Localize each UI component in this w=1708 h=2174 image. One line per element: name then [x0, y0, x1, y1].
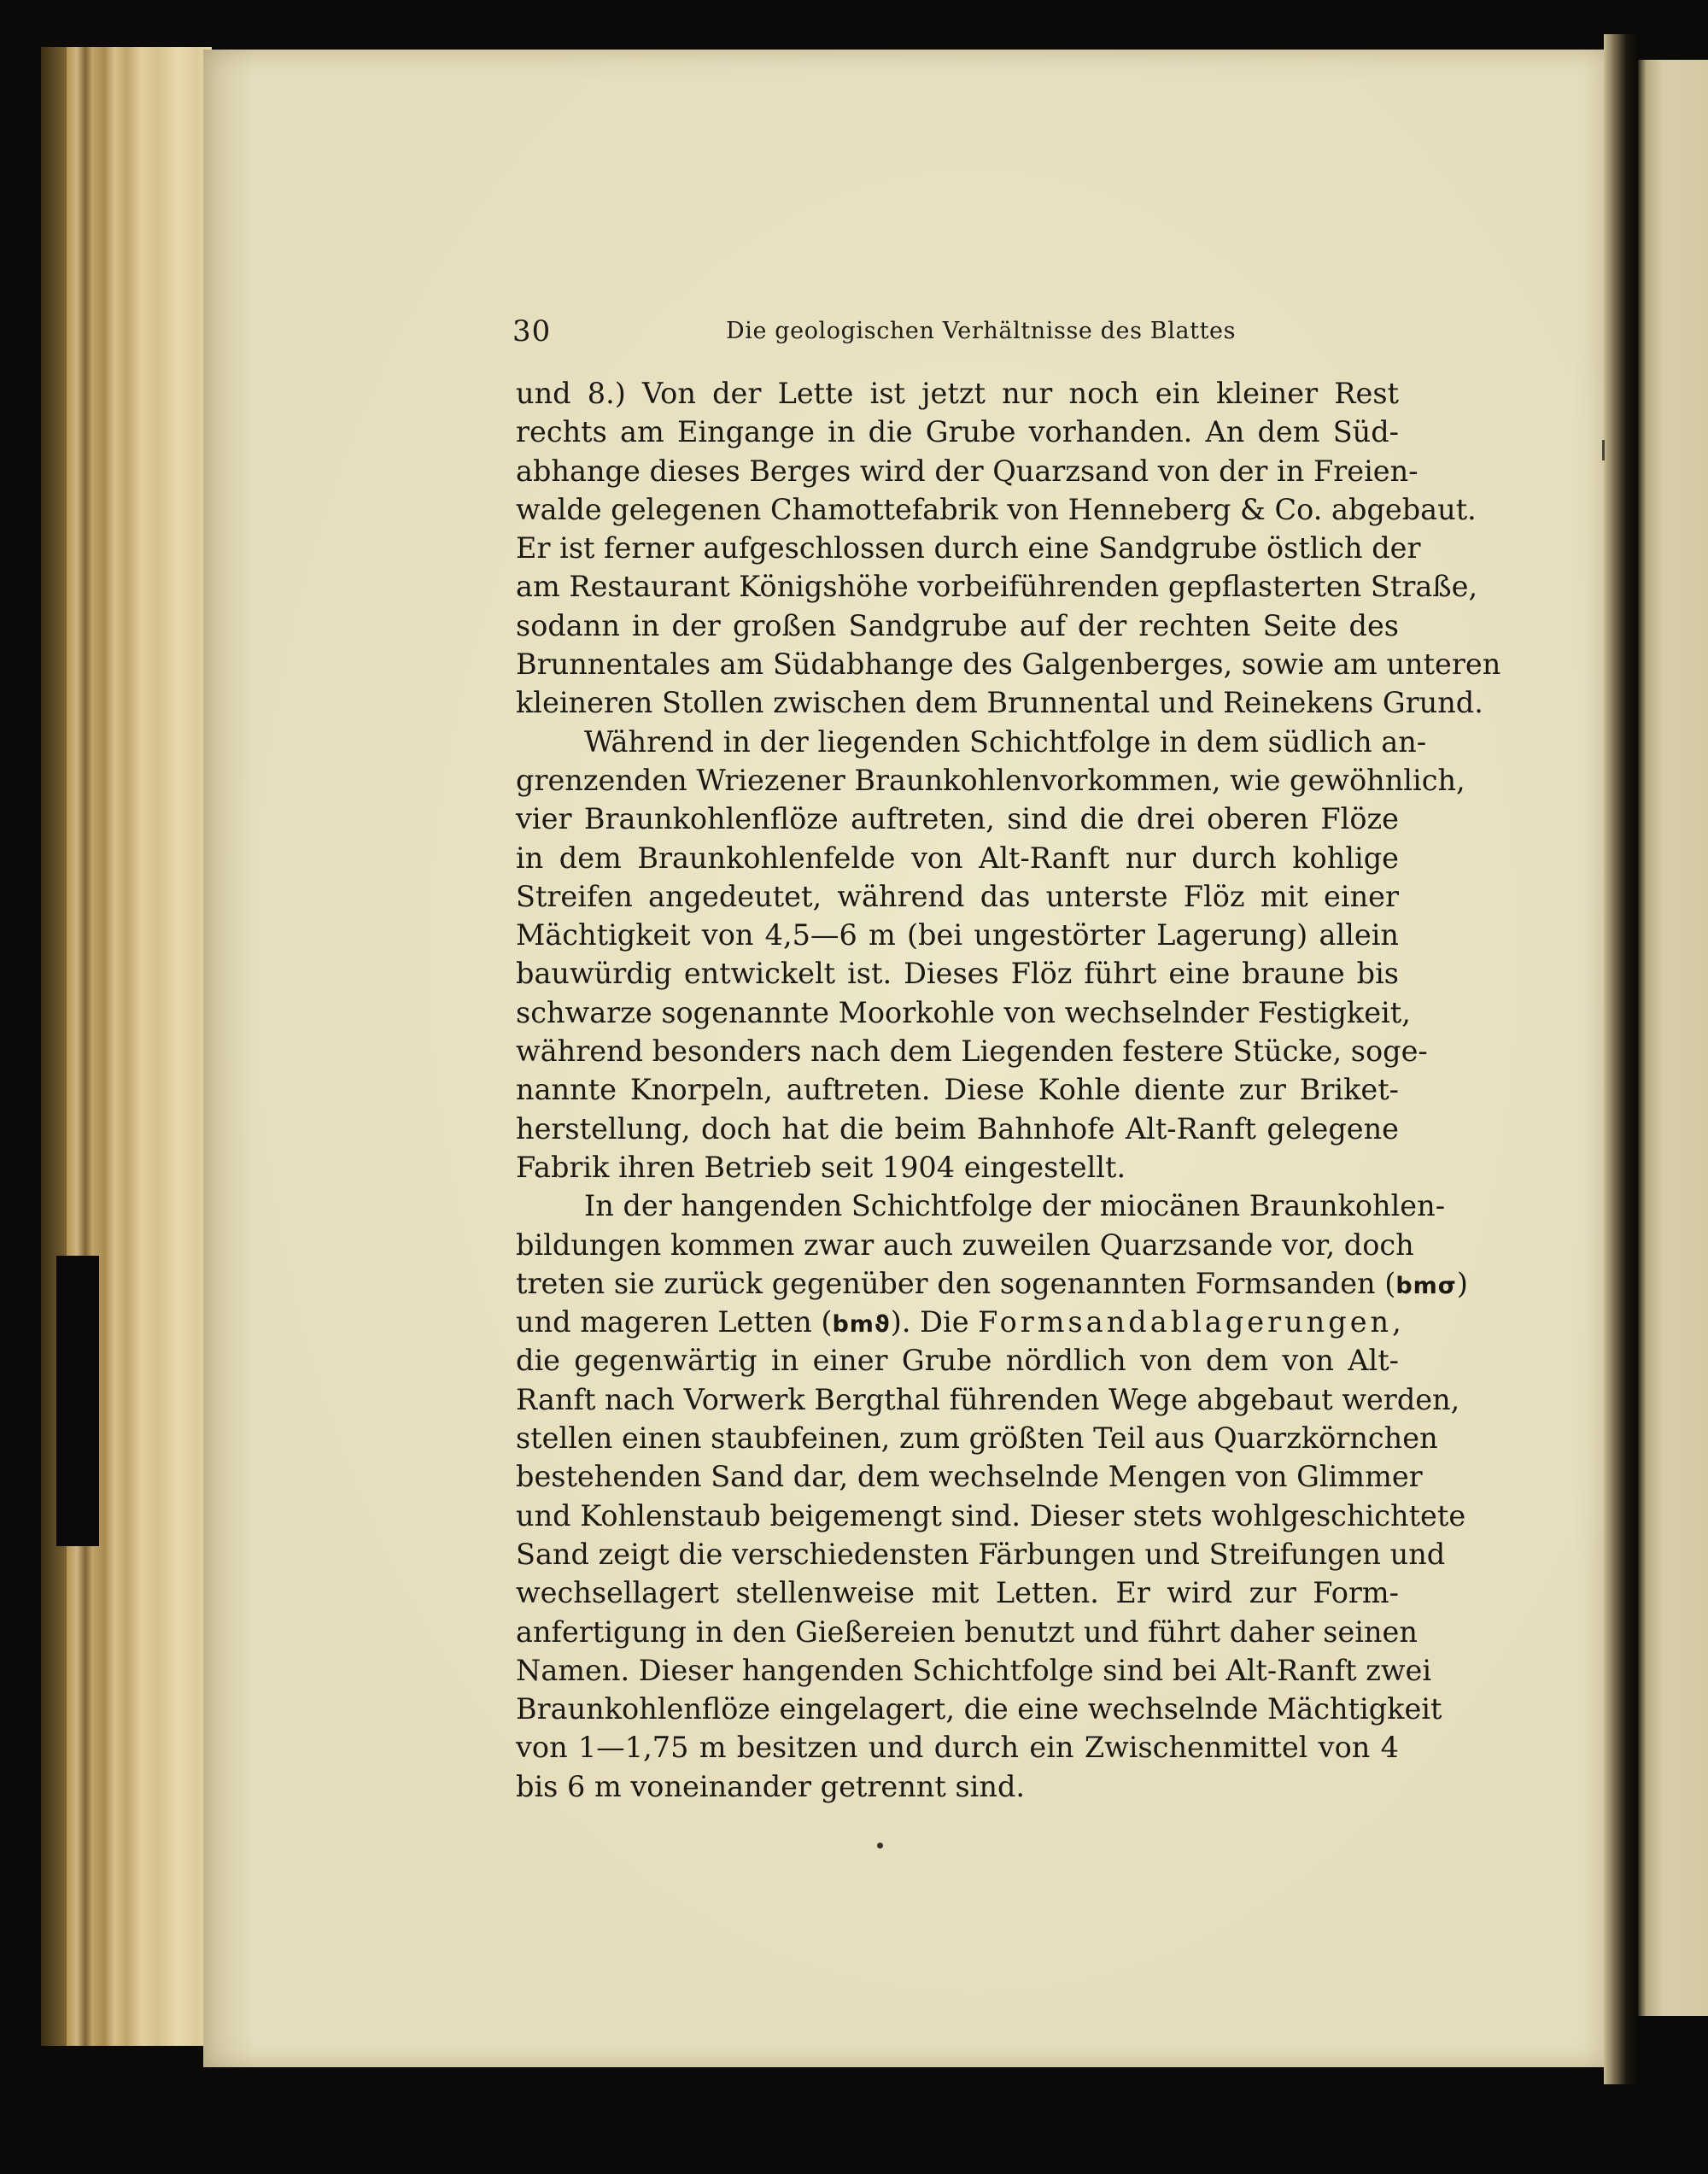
text-line: bis 6 m voneinander getrennt sind.: [516, 1769, 1026, 1803]
text-line: stellen einen staubfeinen, zum größten Teil aus Quarzkörnchen: [516, 1421, 1438, 1456]
stratigraphic-symbol: bmσ: [1395, 1272, 1457, 1299]
text-line: Brunnentales am Südabhange des Galgenberges, sowie am unteren: [516, 648, 1501, 682]
text-line: Sand zeigt die verschiedensten Färbungen und Streifungen und: [516, 1537, 1446, 1571]
text-line: walde gelegenen Chamottefabrik von Henneberg & Co. abgebaut.: [516, 492, 1477, 526]
next-page-edge: [1638, 60, 1708, 2016]
stratigraphic-symbol: bmϑ: [832, 1311, 891, 1339]
text-line-with-symbol: [516, 1264, 1468, 1303]
page-header: [512, 314, 1401, 352]
text-line: und Kohlenstaub beigemengt sind. Dieser stets wohlgeschichtete: [516, 1498, 1466, 1532]
text-line: vier Braunkohlenflöze auftreten, sind die drei oberen Flöze: [516, 802, 1399, 836]
text-line: sodann in der großen Sandgrube auf der rechten Seite des: [516, 608, 1399, 642]
text-line: Während in der liegenden Schichtfolge in dem südlich an-: [584, 724, 1427, 759]
text-line: schwarze sogenannte Moorkohle von wechselnder Festigkeit,: [516, 995, 1411, 1029]
book-spine-edge: [41, 47, 67, 2046]
running-head: Die geologischen Verhältnisse des Blattes: [726, 318, 1237, 344]
text-line: die gegenwärtig in einer Grube nördlich von dem von Alt-: [516, 1344, 1399, 1378]
text-line: anfertigung in den Gießereien benutzt und führt daher seinen: [516, 1614, 1418, 1649]
text-fragment: treten sie zurück gegenüber den sogenannten Formsanden (: [516, 1266, 1396, 1300]
text-line: in dem Braunkohlenfelde von Alt-Ranft nur durch kohlige: [516, 841, 1399, 875]
text-line: Ranft nach Vorwerk Bergthal führenden Wege abgebaut werden,: [516, 1382, 1460, 1416]
text-line: am Restaurant Königshöhe vorbeiführenden gepflasterten Straße,: [516, 570, 1478, 604]
text-line: bestehenden Sand dar, dem wechselnde Mengen von Glimmer: [516, 1460, 1423, 1494]
text-line: rechts am Eingange in die Grube vorhanden. An dem Süd-: [516, 415, 1399, 449]
text-line: grenzenden Wriezener Braunkohlenvorkommen, wie gewöhnlich,: [516, 763, 1465, 797]
text-line: bildungen kommen zwar auch zuweilen Quarzsande vor, doch: [516, 1228, 1414, 1262]
text-line: bauwürdig entwickelt ist. Dieses Flöz führt eine braune bis: [516, 957, 1399, 991]
spaced-term: Formsandablagerungen,: [978, 1305, 1405, 1339]
text-line: von 1—1,75 m besitzen und durch ein Zwischenmittel von 4: [516, 1731, 1399, 1765]
edge-gap: [56, 1256, 99, 1546]
body-text: [516, 374, 1501, 1806]
text-line: abhange dieses Berges wird der Quarzsand von der in Freien-: [516, 454, 1418, 488]
text-line: In der hangenden Schichtfolge der miocänen Braunkohlen-: [584, 1189, 1446, 1223]
text-line: Fabrik ihren Betrieb seit 1904 eingestellt.: [516, 1150, 1126, 1184]
page-edges: [41, 47, 212, 2046]
text-line: Mächtigkeit von 4,5—6 m (bei ungestörter Lagerung) allein: [516, 918, 1399, 952]
text-line: und 8.) Von der Lette ist jetzt nur noch ein kleiner Rest: [516, 377, 1399, 410]
gutter-shadow: [1604, 34, 1638, 2084]
text-line: Er ist ferner aufgeschlossen durch eine Sandgrube östlich der: [516, 531, 1421, 565]
text-line: Streifen angedeutet, während das unterste Flöz mit einer: [516, 879, 1399, 913]
text-line: Braunkohlenflöze eingelagert, die eine wechselnde Mächtigkeit: [516, 1692, 1442, 1726]
text-line: herstellung, doch hat die beim Bahnhofe Alt-Ranft gelegene: [516, 1111, 1399, 1146]
text-fragment: ): [1456, 1266, 1468, 1300]
ink-speck: [877, 1843, 883, 1849]
text-fragment: und mageren Letten (: [516, 1305, 833, 1339]
text-line: wechsellagert stellenweise mit Letten. Er wird zur Form-: [516, 1576, 1399, 1610]
text-line-with-symbol: [516, 1303, 1405, 1341]
page-number: 30: [512, 314, 552, 349]
text-line: während besonders nach dem Liegenden festere Stücke, soge-: [516, 1034, 1428, 1069]
text-fragment: ). Die: [890, 1305, 979, 1339]
page-mark: [1602, 440, 1605, 460]
text-line: Namen. Dieser hangenden Schichtfolge sind bei Alt-Ranft zwei: [516, 1653, 1432, 1687]
text-line: nannte Knorpeln, auftreten. Diese Kohle diente zur Briket-: [516, 1073, 1399, 1107]
text-line: kleineren Stollen zwischen dem Brunnental und Reinekens Grund.: [516, 686, 1483, 720]
